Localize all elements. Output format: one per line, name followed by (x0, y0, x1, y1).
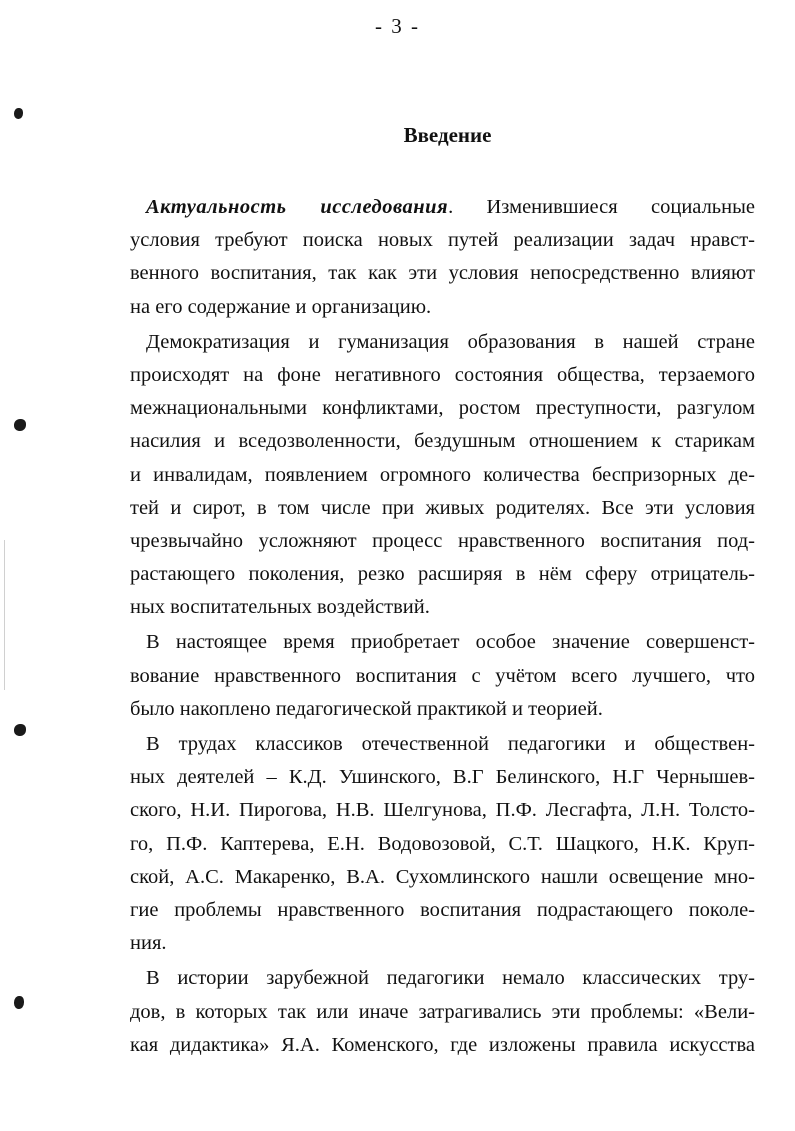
text-line: насилия и вседозволенности, бездушным отношением к старикам (130, 430, 755, 453)
binding-hole-mark (14, 419, 26, 431)
page-number: - 3 - (375, 14, 420, 38)
binding-hole-mark (14, 724, 26, 736)
section-heading: Введение (403, 123, 492, 147)
text-line: тей и сирот, в том числе при живых родителях. Все эти условия (130, 496, 755, 519)
text-line: кая дидактика» Я.А. Коменского, где изложены правила искусства (130, 1033, 755, 1056)
paragraph (130, 626, 755, 726)
text-line: В трудах классиков отечественной педагогики и обществен- (146, 733, 755, 755)
text-line: В настоящее время приобретает особое значение совершенст- (146, 631, 755, 654)
text-line: В истории зарубежной педагогики немало классических тру- (146, 967, 755, 990)
text-line: чрезвычайно усложняют процесс нравственного воспитания под- (130, 529, 755, 552)
paragraph (130, 728, 755, 960)
binding-hole-mark (14, 996, 24, 1009)
lead-phrase: Актуальность исследования (146, 196, 449, 218)
text-line: ния. (130, 932, 167, 955)
text-line: происходят на фоне негативного состояния общества, терзаемого (130, 363, 755, 386)
binding-hole-mark (14, 108, 23, 119)
paragraph (130, 191, 755, 324)
paragraph (130, 326, 755, 625)
text-line: Демократизация и гуманизация образования в нашей стране (146, 330, 755, 353)
text-line: условия требуют поиска новых путей реализации задач нравст- (130, 229, 755, 252)
text-line: го, П.Ф. Каптерева, Е.Н. Водовозовой, С.Т. Шацкого, Н.К. Круп- (130, 832, 755, 855)
text-line: и инвалидам, появлением огромного количества беспризорных де- (130, 463, 755, 486)
text-line: ных деятелей – К.Д. Ушинского, В.Г Белинского, Н.Г Чернышев- (130, 766, 755, 789)
paragraph (130, 962, 755, 1062)
text-line: ных воспитательных воздействий. (130, 596, 430, 619)
text-line: венного воспитания, так как эти условия непосредственно влияют (130, 262, 755, 285)
text-line: ского, Н.И. Пирогова, Н.В. Шелгунова, П.Ф. Лесгафта, Л.Н. Толсто- (130, 799, 755, 822)
text-line: дов, в которых так или иначе затрагивались эти проблемы: «Вели- (130, 1000, 755, 1023)
text-line: вование нравственного воспитания с учётом всего лучшего, что (130, 664, 755, 687)
text-line: межнациональными конфликтами, ростом преступности, разгулом (130, 397, 755, 420)
text-line: гие проблемы нравственного воспитания подрастающего поколе- (130, 898, 755, 921)
scan-edge-line (4, 540, 5, 690)
text-line: растающего поколения, резко расширяя в нём сферу отрицатель- (130, 563, 755, 586)
text-line: на его содержание и организацию. (130, 295, 432, 318)
text-line: ской, А.С. Макаренко, В.А. Сухомлинского нашли освещение мно- (130, 865, 755, 888)
text-line: Актуальность исследования. Изменившиеся социальные (146, 196, 755, 218)
text-line: было накоплено педагогической практикой и теорией. (130, 697, 603, 720)
body-text (130, 191, 755, 1062)
